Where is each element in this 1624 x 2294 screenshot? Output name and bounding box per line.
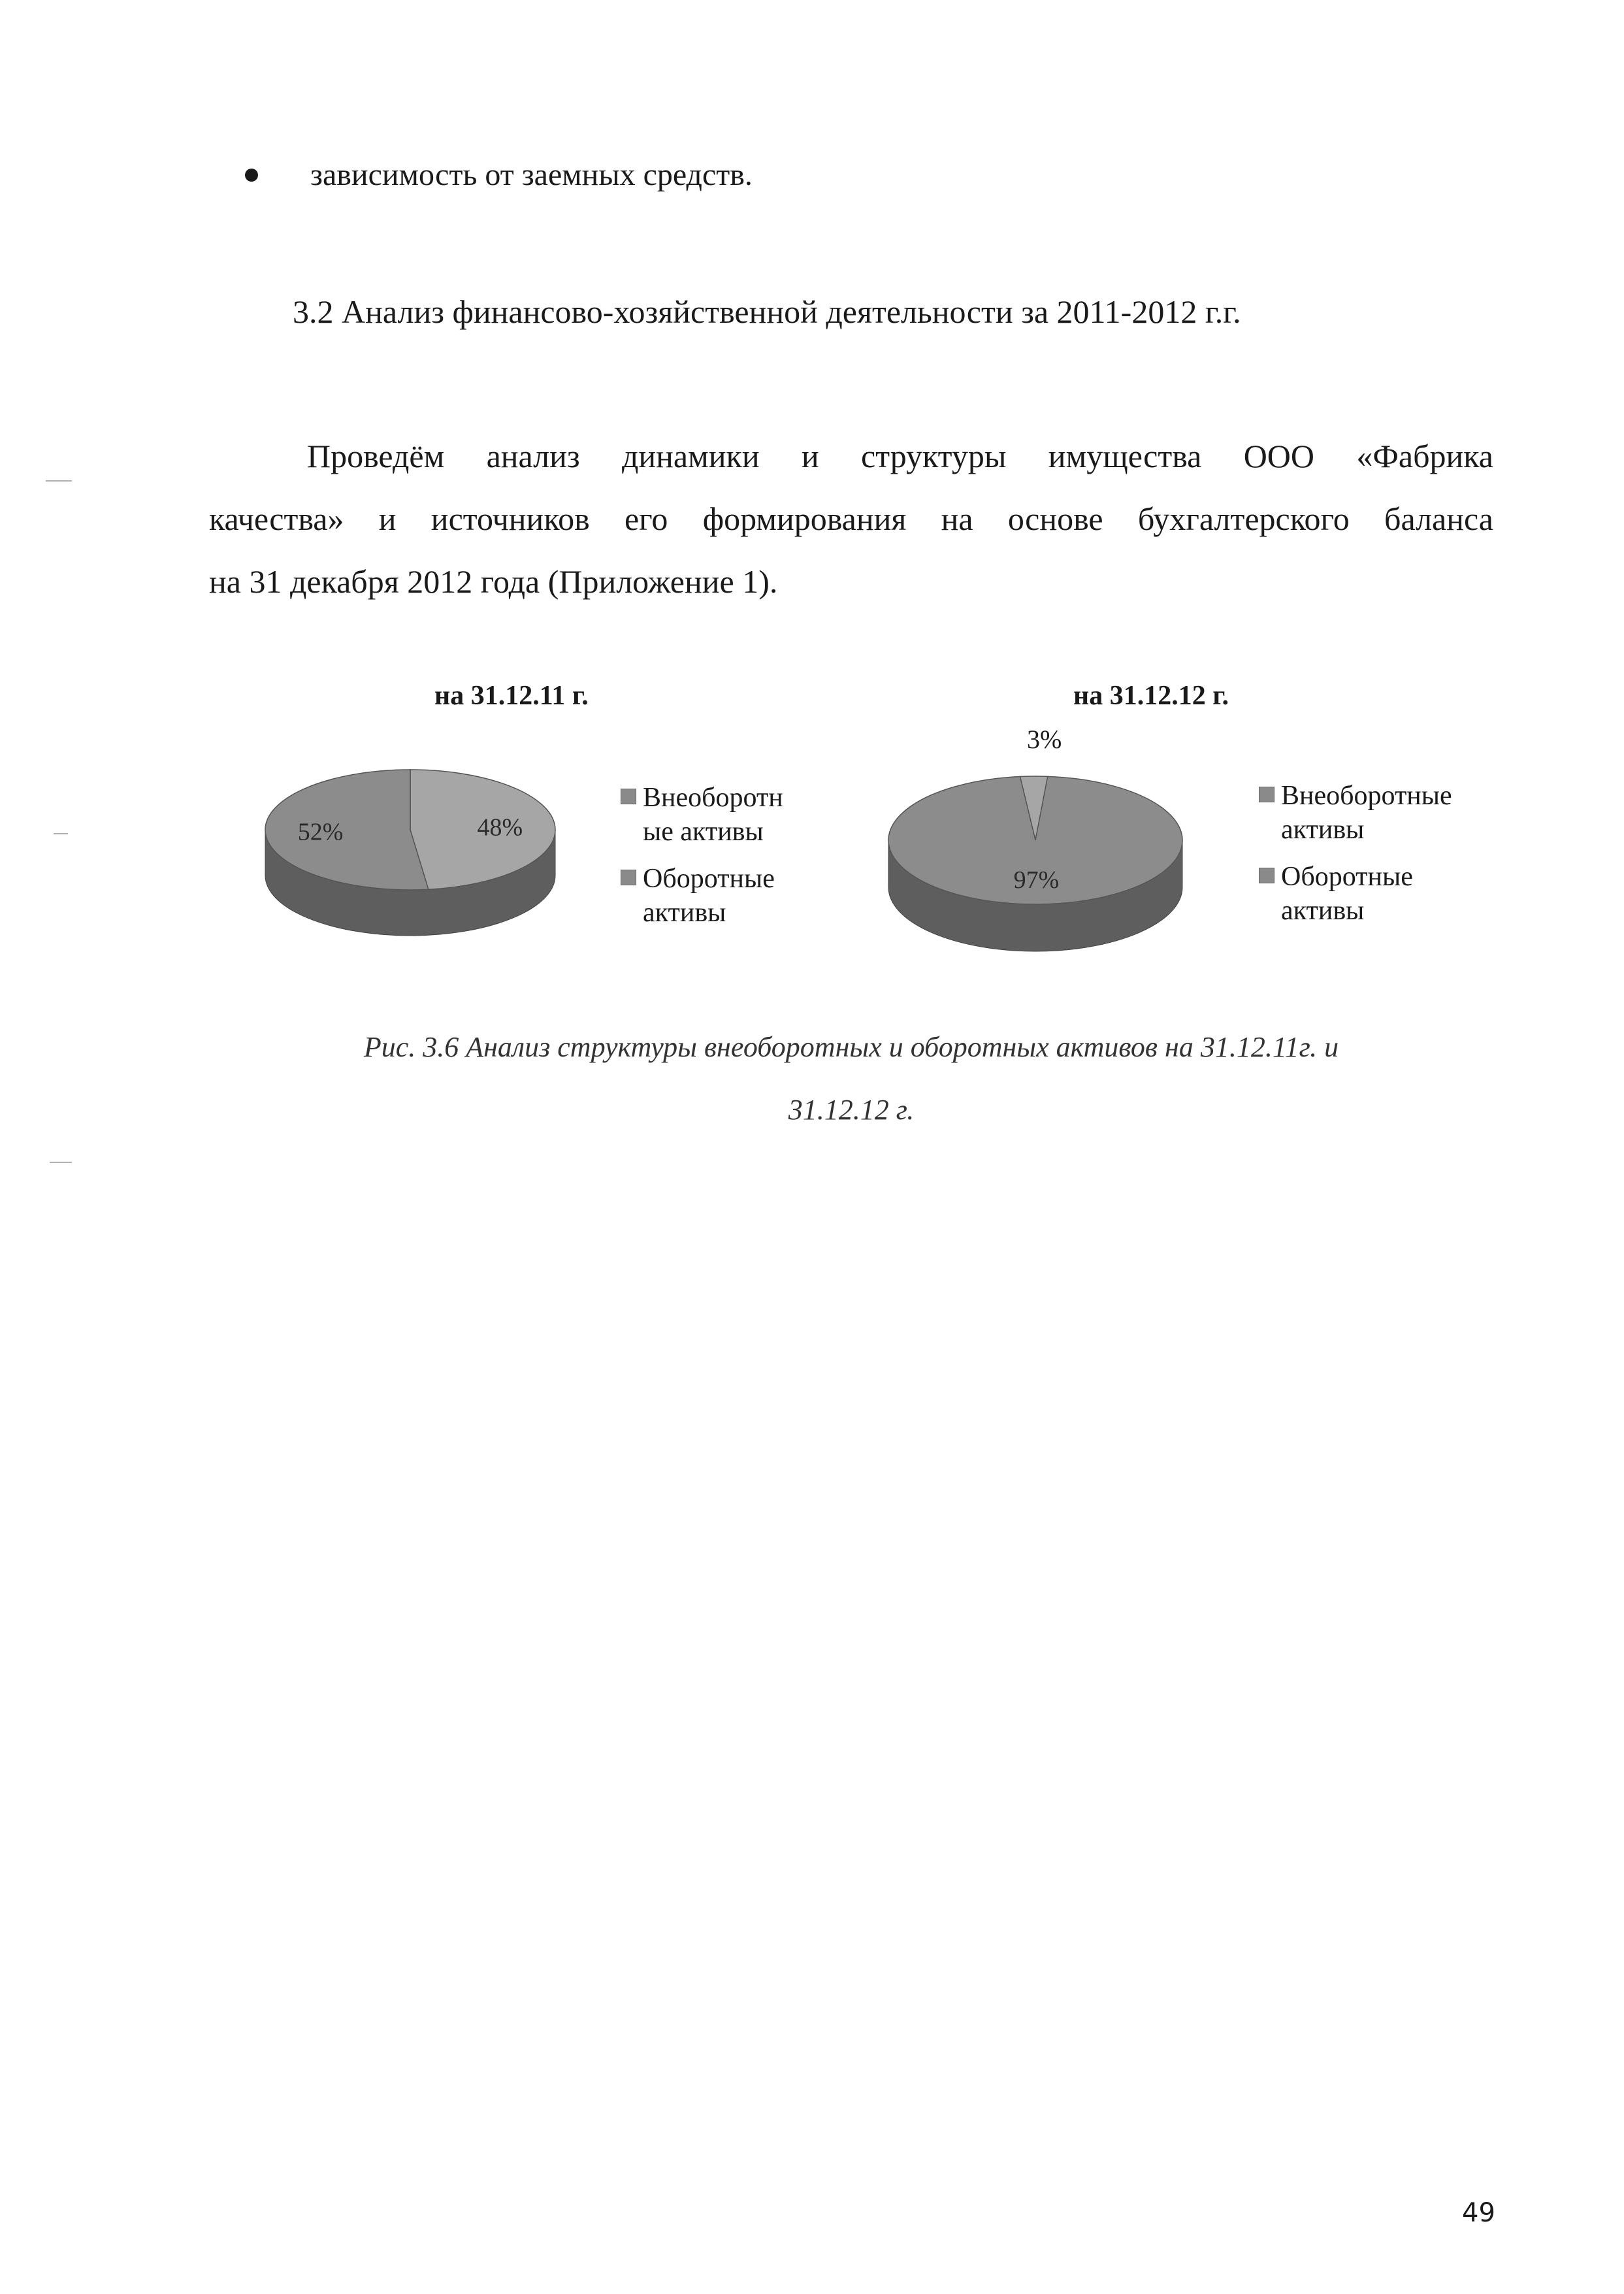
data-label-outside: 3%: [1027, 725, 1062, 754]
legend-label: Оборотные: [643, 864, 775, 894]
legend-swatch: [621, 870, 636, 885]
body-paragraph: [209, 425, 1493, 613]
caption-line: Рис. 3.6 Анализ структуры внеоборотных и оборотных активов на 31.12.11г. и: [363, 1031, 1339, 1063]
pie-chart: [882, 763, 1195, 959]
chart-legend: [1258, 779, 1452, 941]
scan-mark: [54, 833, 68, 834]
figure-caption: [209, 1016, 1493, 1141]
pie-data-label: 97%: [1013, 866, 1060, 894]
bullet-text: зависимость от заемных средств.: [310, 157, 753, 192]
legend-swatch: [621, 789, 636, 804]
bullet-icon: [245, 169, 258, 182]
paragraph-line: Проведём анализ динамики и структуры имущества ООО «Фабрика: [307, 438, 1493, 474]
legend-label: Внеоборотные: [1281, 781, 1452, 811]
page-number: 49: [1462, 2198, 1495, 2228]
paragraph-line: на 31 декабря 2012 года (Приложение 1).: [209, 563, 778, 600]
legend-item: [1258, 779, 1452, 847]
legend-swatch: [1259, 787, 1275, 802]
legend-item: [619, 862, 783, 930]
legend-label: активы: [1281, 815, 1365, 845]
legend-label: Оборотные: [1281, 862, 1413, 892]
chart-legend: [619, 781, 783, 943]
chart-title: на 31.12.11 г.: [434, 681, 589, 711]
legend-item: [619, 781, 783, 849]
pie-data-label: 52%: [297, 818, 344, 846]
legend-label: ые активы: [643, 817, 764, 847]
section-heading: 3.2 Анализ финансово-хозяйственной деятельности за 2011-2012 г.г.: [293, 293, 1241, 330]
pie-chart: [260, 758, 574, 941]
scan-mark: [46, 480, 72, 482]
scan-mark: [50, 1162, 72, 1163]
pie-data-label: 48%: [477, 813, 523, 842]
legend-swatch: [1259, 868, 1275, 883]
legend-label: активы: [643, 898, 726, 928]
caption-line: 31.12.12 г.: [788, 1094, 915, 1126]
bullet-item: [258, 156, 753, 195]
chart-title: на 31.12.12 г.: [1073, 681, 1229, 711]
legend-label: активы: [1281, 896, 1365, 926]
legend-label: Внеоборотн: [643, 783, 783, 813]
paragraph-line: качества» и источников его формирования на основе бухгалтерского баланса: [209, 500, 1493, 537]
legend-item: [1258, 860, 1452, 928]
